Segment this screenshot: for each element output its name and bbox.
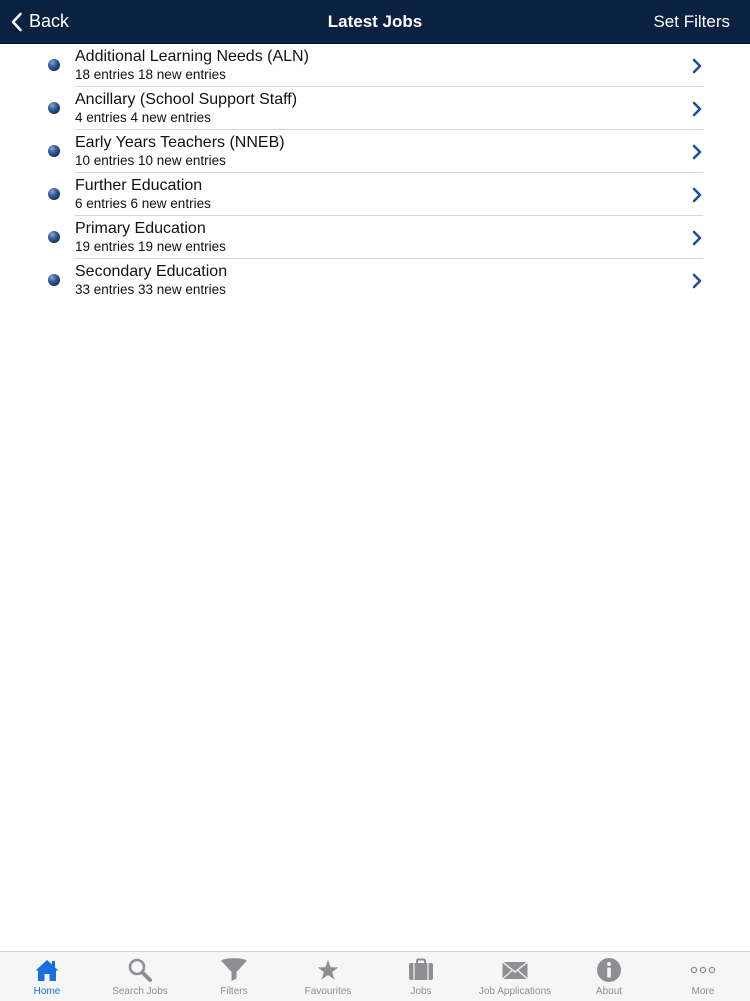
tab-label: Filters — [220, 986, 248, 997]
chevron-right-icon — [691, 101, 703, 122]
tab-jobs[interactable] — [374, 952, 468, 1001]
home-icon — [34, 956, 60, 984]
list-item-further-education[interactable] — [0, 173, 750, 216]
list-item-aln[interactable] — [0, 44, 750, 87]
tab-home[interactable] — [0, 952, 94, 1001]
chevron-right-icon — [691, 144, 703, 165]
category-title: Further Education — [75, 177, 203, 194]
tab-job-applications[interactable] — [468, 952, 562, 1001]
tab-more[interactable] — [656, 952, 750, 1001]
tab-label: Favourites — [304, 986, 352, 997]
bullet-icon — [48, 231, 60, 243]
category-title: Primary Education — [75, 220, 206, 237]
category-title: Secondary Education — [75, 263, 228, 280]
tab-search-jobs[interactable] — [93, 952, 187, 1001]
category-title: Early Years Teachers (NNEB) — [75, 134, 285, 151]
navigation-bar — [0, 0, 750, 44]
list-item-secondary-education[interactable] — [0, 259, 750, 302]
tab-label: More — [691, 986, 715, 997]
tab-favourites[interactable] — [281, 952, 375, 1001]
list-item-ancillary[interactable] — [0, 87, 750, 130]
tab-filters[interactable] — [187, 952, 281, 1001]
briefcase-icon — [407, 956, 435, 984]
tab-label: Job Applications — [478, 986, 552, 997]
set-filters-button[interactable]: Set Filters — [653, 11, 730, 31]
category-entry-count: 10 entries 10 new entries — [75, 153, 226, 168]
star-icon — [316, 956, 340, 984]
tab-label: Search Jobs — [112, 986, 168, 997]
bullet-icon — [48, 274, 60, 286]
page-title: Latest Jobs — [327, 11, 423, 31]
info-icon — [596, 956, 622, 984]
tab-label: About — [595, 986, 623, 997]
tab-bar — [0, 951, 750, 1001]
chevron-right-icon — [691, 187, 703, 208]
category-entry-count: 33 entries 33 new entries — [75, 282, 226, 297]
chevron-right-icon — [691, 230, 703, 251]
back-label: Back — [29, 11, 70, 31]
category-entry-count: 19 entries 19 new entries — [75, 239, 226, 254]
category-entry-count: 6 entries 6 new entries — [75, 196, 211, 211]
chevron-right-icon — [691, 273, 703, 294]
filter-icon — [220, 956, 248, 984]
bullet-icon — [48, 59, 60, 71]
category-title: Additional Learning Needs (ALN) — [75, 48, 309, 65]
list-item-primary-education[interactable] — [0, 216, 750, 259]
tab-label: Jobs — [410, 986, 432, 997]
envelope-icon — [501, 956, 529, 984]
tab-about[interactable] — [562, 952, 656, 1001]
job-category-list — [0, 44, 750, 302]
bullet-icon — [48, 188, 60, 200]
tab-label: Home — [33, 986, 61, 997]
search-icon — [127, 956, 153, 984]
list-item-early-years[interactable] — [0, 130, 750, 173]
bullet-icon — [48, 102, 60, 114]
chevron-right-icon — [691, 58, 703, 79]
category-entry-count: 4 entries 4 new entries — [75, 110, 211, 125]
category-entry-count: 18 entries 18 new entries — [75, 67, 226, 82]
chevron-left-icon — [10, 12, 23, 32]
bullet-icon — [48, 145, 60, 157]
back-button[interactable] — [10, 0, 69, 43]
more-icon — [689, 956, 717, 984]
category-title: Ancillary (School Support Staff) — [75, 91, 298, 108]
